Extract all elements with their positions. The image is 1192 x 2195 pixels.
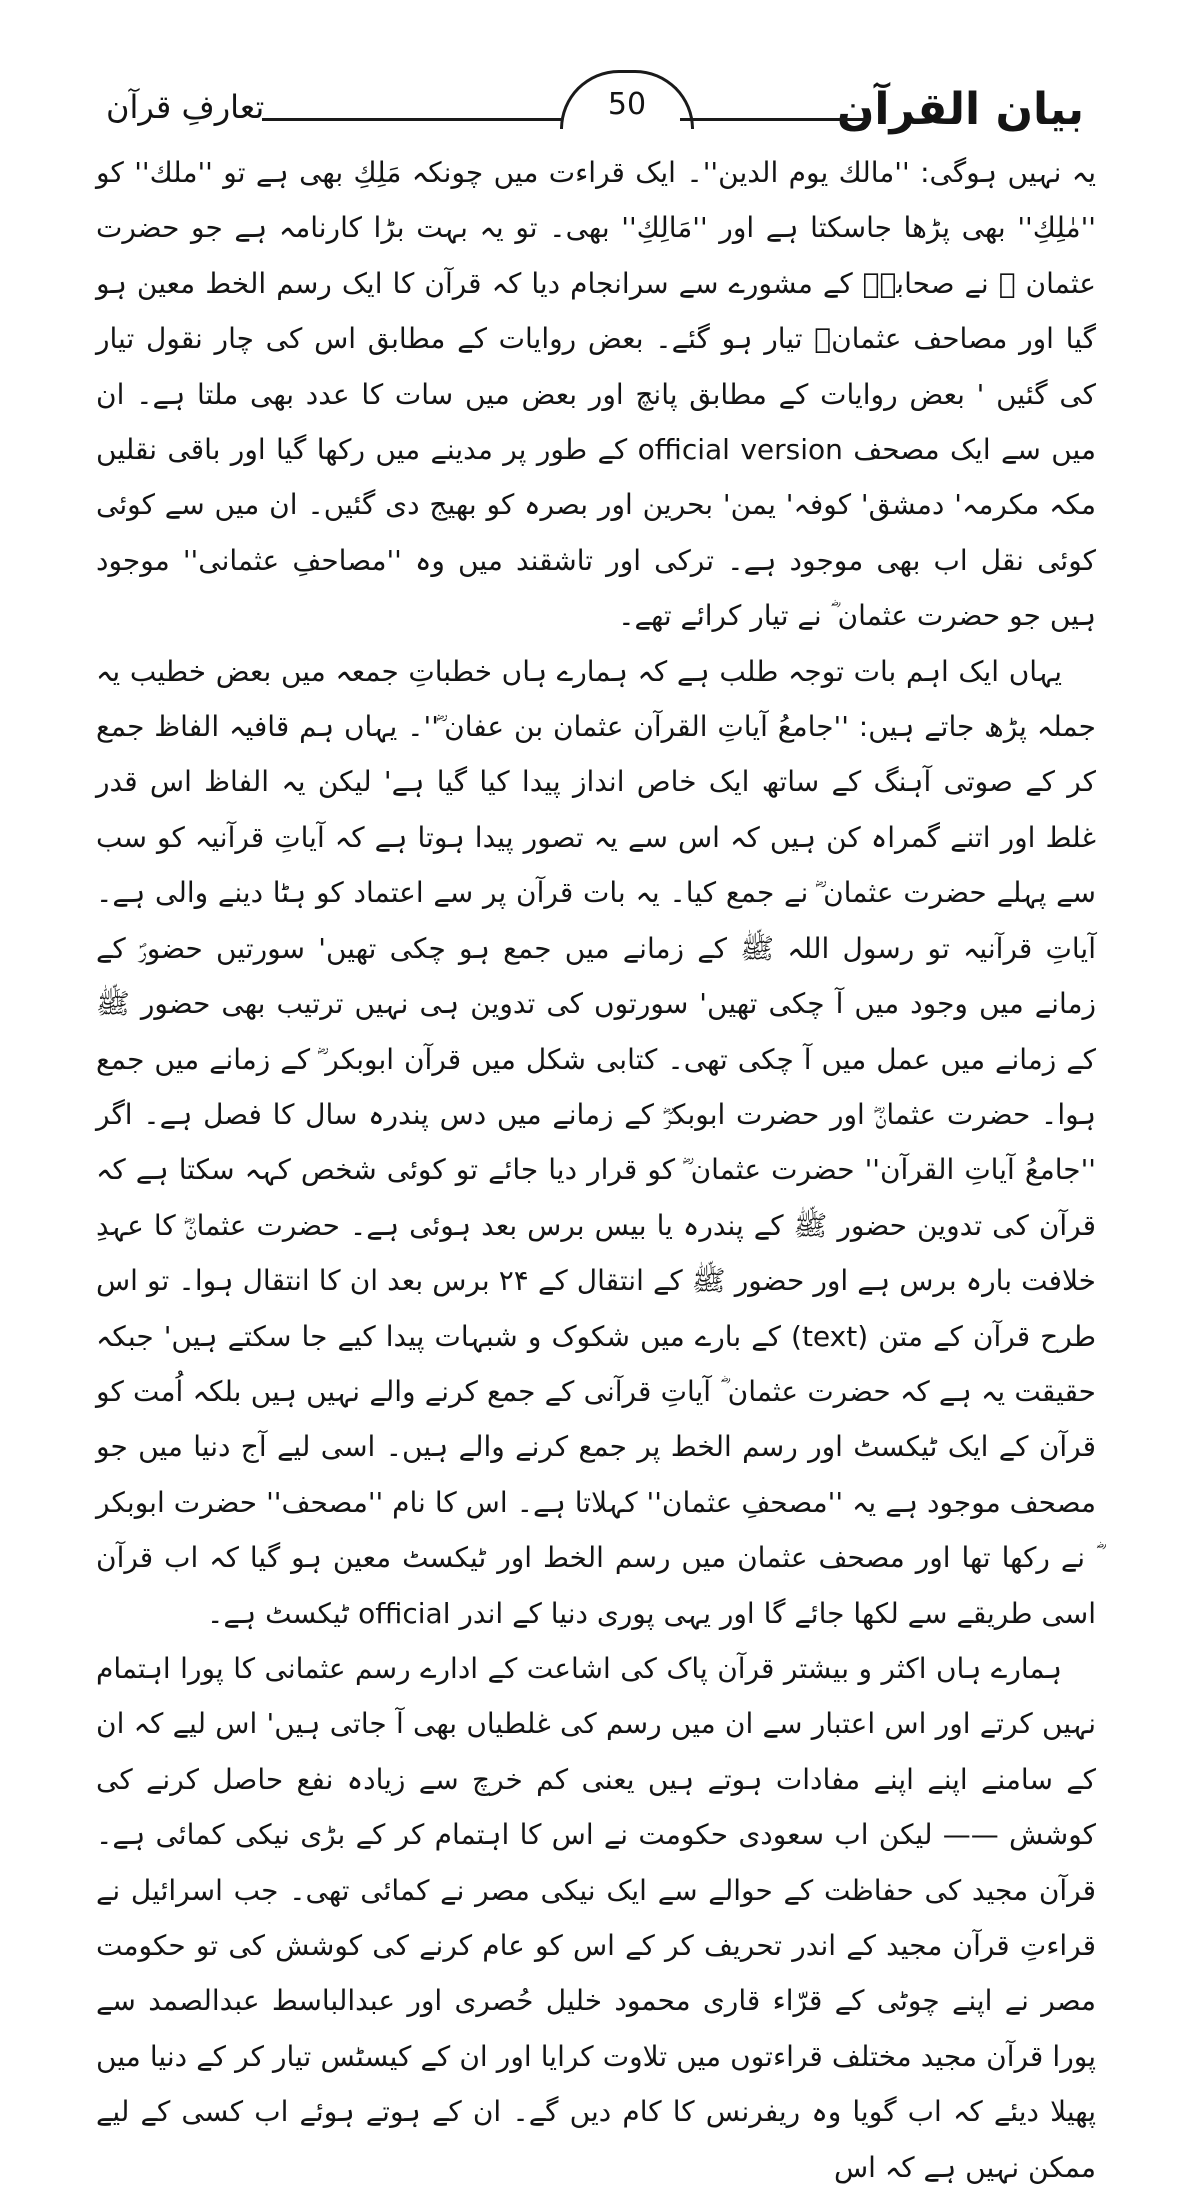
body-text (96, 145, 1096, 2195)
chapter-title: تعارفِ قرآن (106, 88, 265, 126)
page-number: 50 (607, 87, 647, 122)
header-rule-right (680, 118, 870, 121)
paragraph-1: یہ نہیں ہوگی: ''مالك یوم الدین''۔ ایک قراءت میں چونکہ مَلِكِ بھی ہے تو ''ملك'' کو ''مٰلِكِ'' بھی پڑھا جاسکتا ہے اور ''مَالِكِ'' بھی۔ تو یہ بہت بڑا کارنامہ ہے جو حضرت عثمان ؓ نے صحابہؓ کے مشورے سے سرانجام دیا کہ قرآن کا ایک رسم الخط معین ہو گیا اور مصاحف عثمانؓ تیار ہو گئے۔ بعض روایات کے مطابق اس کی چار نقول تیار کی گئیں ' بعض روایات کے مطابق پانچ اور بعض میں سات کا عدد بھی ملتا ہے۔ ان میں سے ایک مصحف official version کے طور پر مدینے میں رکھا گیا اور باقی نقلیں مکہ مکرمہ' دمشق' کوفہ' یمن' بحرین اور بصرہ کو بھیج دی گئیں۔ ان میں سے کوئی کوئی نقل اب بھی موجود ہے۔ ترکی اور تاشقند میں وہ ''مصاحفِ عثمانی'' موجود ہیں جو حضرت عثمان ؓ نے تیار کرائے تھے۔ (96, 156, 1097, 633)
page-number-arch (560, 70, 694, 129)
header-rule-left (262, 118, 562, 121)
paragraph-3: ہمارے ہاں اکثر و بیشتر قرآن پاک کی اشاعت کے ادارے رسم عثمانی کا پورا اہتمام نہیں کرتے اور اس اعتبار سے ان میں رسم کی غلطیاں بھی آ جاتی ہیں' اس لیے کہ ان کے سامنے اپنے اپنے مفادات ہوتے ہیں یعنی کم خرچ سے زیادہ نفع حاصل کرنے کی کوشش —— لیکن اب سعودی حکومت نے اس کا اہتمام کر کے بڑی نیکی کمائی ہے۔ قرآن مجید کی حفاظت کے حوالے سے ایک نیکی مصر نے کمائی تھی۔ جب اسرائیل نے قراءتِ قرآن مجید کے اندر تحریف کر کے اس کو عام کرنے کی کوشش کی تو حکومت مصر نے اپنے چوٹی کے قرّاء قاری محمود خلیل حُصری اور عبدالباسط عبدالصمد سے پورا قرآن مجید مختلف قراءتوں میں تلاوت کرایا اور ان کے کیسٹس تیار کر کے دنیا میں پھیلا دیئے کہ اب گویا وہ ریفرنس کا کام دیں گے۔ ان کے ہوتے ہوئے اب کسی کے لیے ممکن نہیں ہے کہ اس (96, 1651, 1096, 2184)
running-header (0, 0, 1192, 135)
book-title: بیان القرآن (836, 84, 1084, 135)
paragraph-2: یہاں ایک اہم بات توجہ طلب ہے کہ ہمارے ہاں خطباتِ جمعہ میں بعض خطیب یہ جملہ پڑھ جاتے ہیں: ''جامعُ آیاتِ القرآن عثمان بن عفان ؓ''۔ یہاں ہم قافیہ الفاظ جمع کر کے صوتی آہنگ کے ساتھ ایک خاص انداز پیدا کیا گیا ہے' لیکن یہ الفاظ اس قدر غلط اور اتنے گمراہ کن ہیں کہ اس سے یہ تصور پیدا ہوتا ہے کہ آیاتِ قرآنیہ کو سب سے پہلے حضرت عثمان ؓ نے جمع کیا۔ یہ بات قرآن پر سے اعتماد کو ہٹا دینے والی ہے۔ آیاتِ قرآنیہ تو رسول اللہ ﷺ کے زمانے میں جمع ہو چکی تھیں' سورتیں حضورؐ کے زمانے میں وجود میں آ چکی تھیں' سورتوں کی تدوین ہی نہیں ترتیب بھی حضور ﷺ کے زمانے میں عمل میں آ چکی تھی۔ کتابی شکل میں قرآن ابوبکر ؓ کے زمانے میں جمع ہوا۔ حضرت عثمانؓ اور حضرت ابوبکرؓ کے زمانے میں دس پندرہ سال کا فصل ہے۔ اگر ''جامعُ آیاتِ القرآن'' حضرت عثمان ؓ کو قرار دیا جائے تو کوئی شخص کہہ سکتا ہے کہ قرآن کی تدوین حضور ﷺ کے پندرہ یا بیس برس بعد ہوئی ہے۔ حضرت عثمانؓ کا عہدِ خلافت بارہ برس ہے اور حضور ﷺ کے انتقال کے ۲۴ برس بعد ان کا انتقال ہوا۔ تو اس طرح قرآن کے متن (text) کے بارے میں شکوک و شبہات پیدا کیے جا سکتے ہیں' جبکہ حقیقت یہ ہے کہ حضرت عثمان ؓ آیاتِ قرآنی کے جمع کرنے والے نہیں ہیں بلکہ اُمت کو قرآن کے ایک ٹیکسٹ اور رسم الخط پر جمع کرنے والے ہیں۔ اسی لیے آج دنیا میں جو مصحف موجود ہے یہ ''مصحفِ عثمان'' کہلاتا ہے۔ اس کا نام ''مصحف'' حضرت ابوبکر ؓ نے رکھا تھا اور مصحف عثمان میں رسم الخط اور ٹیکسٹ معین ہو گیا کہ اب قرآن اسی طریقے سے لکھا جائے گا اور یہی پوری دنیا کے اندر official ٹیکسٹ ہے۔ (96, 654, 1096, 1630)
